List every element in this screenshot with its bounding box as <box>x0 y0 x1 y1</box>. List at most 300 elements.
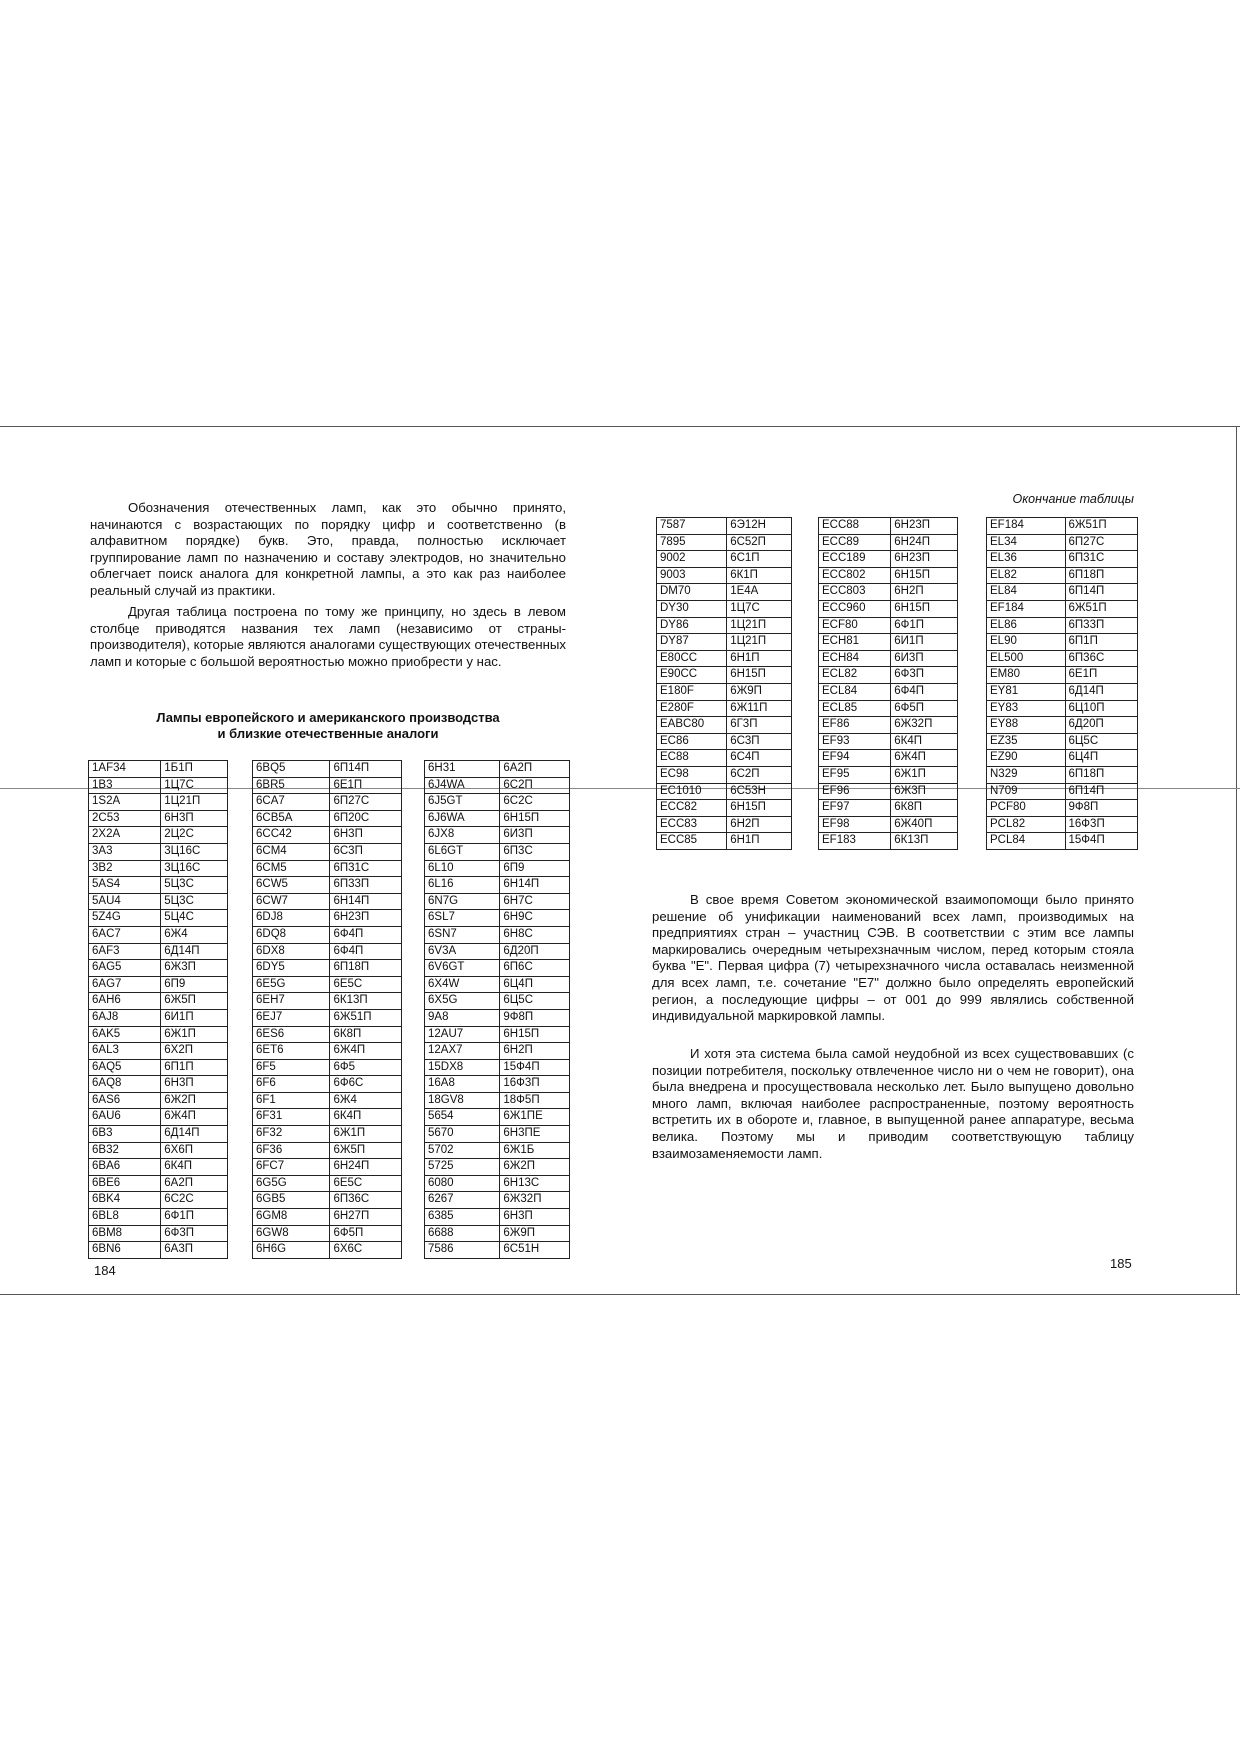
domestic-analog-cell: 6К4П <box>161 1159 228 1176</box>
domestic-analog-cell: 6Н27П <box>330 1209 402 1226</box>
table-row <box>425 843 570 860</box>
domestic-analog-cell: 6Н9С <box>500 910 570 927</box>
domestic-analog-cell: 6Н15П <box>727 800 792 817</box>
foreign-lamp-cell: 18GV8 <box>425 1092 500 1109</box>
foreign-lamp-cell: 6N7G <box>425 893 500 910</box>
table-row <box>657 584 792 601</box>
domestic-analog-cell: 6Н3П <box>161 1076 228 1093</box>
domestic-analog-cell: 6Ж9П <box>500 1225 570 1242</box>
table-row <box>425 926 570 943</box>
table-row <box>89 810 228 827</box>
domestic-analog-cell: 6С2С <box>161 1192 228 1209</box>
domestic-analog-cell: 9Ф8П <box>500 1009 570 1026</box>
foreign-lamp-cell: EL34 <box>987 534 1066 551</box>
domestic-analog-cell: 3Ц16С <box>161 843 228 860</box>
domestic-analog-cell: 6С4П <box>727 750 792 767</box>
table-row <box>253 1126 402 1143</box>
domestic-analog-cell: 6А2П <box>161 1175 228 1192</box>
foreign-lamp-cell: 6E5G <box>253 976 330 993</box>
table-row <box>657 766 792 783</box>
foreign-lamp-cell: DY87 <box>657 634 727 651</box>
domestic-analog-cell: 6Ж4П <box>891 750 958 767</box>
table-row <box>89 1043 228 1060</box>
foreign-lamp-cell: 6F6 <box>253 1076 330 1093</box>
domestic-analog-cell: 18Ф5П <box>500 1092 570 1109</box>
domestic-analog-cell: 6Ф6С <box>330 1076 402 1093</box>
foreign-lamp-cell: EF184 <box>987 600 1066 617</box>
foreign-lamp-cell: 6EJ7 <box>253 1009 330 1026</box>
domestic-analog-cell: 6Ж4 <box>330 1092 402 1109</box>
table-row <box>253 1175 402 1192</box>
domestic-analog-cell: 6С2П <box>500 777 570 794</box>
foreign-lamp-cell: 6AL3 <box>89 1043 161 1060</box>
domestic-analog-cell: 6Н24П <box>891 534 958 551</box>
table-row <box>819 600 958 617</box>
table-row <box>987 800 1138 817</box>
domestic-analog-cell: 6Н14П <box>500 877 570 894</box>
table-row <box>819 667 958 684</box>
table-row <box>819 683 958 700</box>
table-row <box>819 551 958 568</box>
table-row <box>657 750 792 767</box>
foreign-lamp-cell: 6J4WA <box>425 777 500 794</box>
domestic-analog-cell: 6Н15П <box>500 810 570 827</box>
domestic-analog-cell: 6П14П <box>1065 584 1137 601</box>
domestic-analog-cell: 6Н1П <box>727 650 792 667</box>
table-row <box>89 1009 228 1026</box>
foreign-lamp-cell: 6V6GT <box>425 960 500 977</box>
domestic-analog-cell: 6Н2П <box>891 584 958 601</box>
domestic-analog-cell: 6Ж1Б <box>500 1142 570 1159</box>
domestic-analog-cell: 6П6С <box>500 960 570 977</box>
domestic-analog-cell: 6К8П <box>330 1026 402 1043</box>
foreign-lamp-cell: 15DX8 <box>425 1059 500 1076</box>
domestic-analog-cell: 6С2П <box>727 766 792 783</box>
domestic-analog-cell: 2Ц2С <box>161 827 228 844</box>
table-row <box>987 750 1138 767</box>
domestic-analog-cell: 6Ж51П <box>330 1009 402 1026</box>
foreign-lamp-cell: EL500 <box>987 650 1066 667</box>
domestic-analog-cell: 6П31С <box>330 860 402 877</box>
table-row <box>987 783 1138 800</box>
domestic-analog-cell: 1Ц21П <box>727 634 792 651</box>
foreign-lamp-cell: 6SL7 <box>425 910 500 927</box>
foreign-lamp-cell: ECC960 <box>819 600 891 617</box>
table-row <box>819 833 958 850</box>
domestic-analog-cell: 6Н15П <box>500 1026 570 1043</box>
foreign-lamp-cell: 6CW5 <box>253 877 330 894</box>
table-row <box>89 1175 228 1192</box>
table-row <box>819 733 958 750</box>
domestic-analog-cell: 5Ц4С <box>161 910 228 927</box>
table-row <box>253 926 402 943</box>
foreign-lamp-cell: 6X4W <box>425 976 500 993</box>
domestic-analog-cell: 6К4П <box>330 1109 402 1126</box>
domestic-analog-cell: 6П36С <box>1065 650 1137 667</box>
foreign-lamp-cell: 6V3A <box>425 943 500 960</box>
domestic-analog-cell: 6Н8С <box>500 926 570 943</box>
table-row <box>657 700 792 717</box>
table-row <box>425 761 570 778</box>
left-lamp-table-2 <box>252 760 402 1259</box>
domestic-analog-cell: 6И1П <box>891 634 958 651</box>
foreign-lamp-cell: 6CA7 <box>253 794 330 811</box>
foreign-lamp-cell: 6DX8 <box>253 943 330 960</box>
domestic-analog-cell: 6Н14П <box>330 893 402 910</box>
table-row <box>253 993 402 1010</box>
domestic-analog-cell: 6Н7С <box>500 893 570 910</box>
table-row <box>253 960 402 977</box>
table-title <box>90 710 566 742</box>
foreign-lamp-cell: 16A8 <box>425 1076 500 1093</box>
foreign-lamp-cell: 6CC42 <box>253 827 330 844</box>
domestic-analog-cell: 6А2П <box>500 761 570 778</box>
domestic-analog-cell: 1Ц21П <box>727 617 792 634</box>
domestic-analog-cell: 6Н15П <box>891 600 958 617</box>
foreign-lamp-cell: 6AS6 <box>89 1092 161 1109</box>
domestic-analog-cell: 6Н3П <box>500 1209 570 1226</box>
foreign-lamp-cell: 7586 <box>425 1242 500 1259</box>
domestic-analog-cell: 6П27С <box>1065 534 1137 551</box>
domestic-analog-cell: 6Ф5П <box>330 1225 402 1242</box>
table-row <box>89 960 228 977</box>
table-row <box>819 750 958 767</box>
table-row <box>987 518 1138 535</box>
foreign-lamp-cell: 6L16 <box>425 877 500 894</box>
table-row <box>425 1026 570 1043</box>
domestic-analog-cell: 6И3П <box>500 827 570 844</box>
table-row <box>253 777 402 794</box>
table-row <box>89 993 228 1010</box>
table-row <box>819 518 958 535</box>
foreign-lamp-cell: EF96 <box>819 783 891 800</box>
domestic-analog-cell: 6Ф5 <box>330 1059 402 1076</box>
foreign-lamp-cell: EF86 <box>819 717 891 734</box>
foreign-lamp-cell: 6688 <box>425 1225 500 1242</box>
table-row <box>253 1109 402 1126</box>
domestic-analog-cell: 6К1П <box>727 567 792 584</box>
domestic-analog-cell: 6Ф4П <box>891 683 958 700</box>
foreign-lamp-cell: 3A3 <box>89 843 161 860</box>
foreign-lamp-cell: DM70 <box>657 584 727 601</box>
table-row <box>253 943 402 960</box>
foreign-lamp-cell: ECL82 <box>819 667 891 684</box>
domestic-analog-cell: 6Н3П <box>161 810 228 827</box>
foreign-lamp-cell: ECH81 <box>819 634 891 651</box>
foreign-lamp-cell: ECF80 <box>819 617 891 634</box>
foreign-lamp-cell: ECC83 <box>657 816 727 833</box>
foreign-lamp-cell: 6CW7 <box>253 893 330 910</box>
table-row <box>89 1076 228 1093</box>
domestic-analog-cell: 6П31С <box>1065 551 1137 568</box>
domestic-analog-cell: 6Ф3П <box>891 667 958 684</box>
table-row <box>425 1225 570 1242</box>
table-row <box>657 800 792 817</box>
foreign-lamp-cell: 1B3 <box>89 777 161 794</box>
domestic-analog-cell: 6Ж1П <box>330 1126 402 1143</box>
table-row <box>425 1159 570 1176</box>
table-row <box>253 794 402 811</box>
foreign-lamp-cell: E180F <box>657 683 727 700</box>
table-row <box>425 794 570 811</box>
foreign-lamp-cell: 6DJ8 <box>253 910 330 927</box>
foreign-lamp-cell: ECC88 <box>819 518 891 535</box>
foreign-lamp-cell: EABC80 <box>657 717 727 734</box>
foreign-lamp-cell: 6BE6 <box>89 1175 161 1192</box>
table-row <box>819 650 958 667</box>
table-row <box>657 833 792 850</box>
table-row <box>657 650 792 667</box>
foreign-lamp-cell: 6AQ5 <box>89 1059 161 1076</box>
domestic-analog-cell: 6Н1П <box>727 833 792 850</box>
foreign-lamp-cell: 6DY5 <box>253 960 330 977</box>
table-row <box>819 700 958 717</box>
foreign-lamp-cell: 6F32 <box>253 1126 330 1143</box>
foreign-lamp-cell: E80CC <box>657 650 727 667</box>
table-row <box>657 617 792 634</box>
table-row <box>819 634 958 651</box>
domestic-analog-cell: 6Н23П <box>330 910 402 927</box>
table-row <box>89 943 228 960</box>
domestic-analog-cell: 6С3П <box>330 843 402 860</box>
table-row <box>89 926 228 943</box>
foreign-lamp-cell: 12AX7 <box>425 1043 500 1060</box>
table-row <box>657 667 792 684</box>
foreign-lamp-cell: 5670 <box>425 1126 500 1143</box>
domestic-analog-cell: 6П14П <box>330 761 402 778</box>
table-row <box>253 860 402 877</box>
domestic-analog-cell: 1Е4А <box>727 584 792 601</box>
domestic-analog-cell: 6Ж1П <box>161 1026 228 1043</box>
table-row <box>425 860 570 877</box>
foreign-lamp-cell: 6BK4 <box>89 1192 161 1209</box>
domestic-analog-cell: 6Е1П <box>1065 667 1137 684</box>
domestic-analog-cell: 6Ж9П <box>727 683 792 700</box>
domestic-analog-cell: 6Ц4П <box>1065 750 1137 767</box>
foreign-lamp-cell: EF95 <box>819 766 891 783</box>
domestic-analog-cell: 6Е5С <box>330 976 402 993</box>
foreign-lamp-cell: 6080 <box>425 1175 500 1192</box>
foreign-lamp-cell: 6CM5 <box>253 860 330 877</box>
foreign-lamp-cell: ECC189 <box>819 551 891 568</box>
table-row <box>987 600 1138 617</box>
foreign-lamp-cell: EM80 <box>987 667 1066 684</box>
foreign-lamp-cell: 6L6GT <box>425 843 500 860</box>
foreign-lamp-cell: 6AG7 <box>89 976 161 993</box>
table-row <box>425 1142 570 1159</box>
table-row <box>425 1076 570 1093</box>
intro-paragraph: Обозначения отечественных ламп, как это обычно принято, начинаются с возрастающих по порядку цифр и соответственно (в алфавитном порядке) букв. Это, правда, полностью исключает группирование ламп по назначению и составу электродов, но значительно облегчает поиск аналога для конкретной лампы, а это как раз наиболее реальный случай из практики. <box>90 500 566 598</box>
table-row <box>253 976 402 993</box>
right-lamp-table-2 <box>818 517 958 850</box>
domestic-analog-cell: 6Ж4 <box>161 926 228 943</box>
foreign-lamp-cell: 6GB5 <box>253 1192 330 1209</box>
table-row <box>89 1059 228 1076</box>
table-row <box>819 584 958 601</box>
domestic-analog-cell: 6Ж51П <box>1065 600 1137 617</box>
domestic-analog-cell: 6П1П <box>161 1059 228 1076</box>
table-row <box>89 893 228 910</box>
table-title-line-2: и близкие отечественные аналоги <box>217 726 439 741</box>
domestic-analog-cell: 6П18П <box>1065 766 1137 783</box>
table-row <box>253 1009 402 1026</box>
table-row <box>657 518 792 535</box>
table-row <box>253 843 402 860</box>
table-row <box>89 794 228 811</box>
foreign-lamp-cell: 6BR5 <box>253 777 330 794</box>
domestic-analog-cell: 5Ц3С <box>161 893 228 910</box>
foreign-lamp-cell: 6DQ8 <box>253 926 330 943</box>
domestic-analog-cell: 6Ж51П <box>1065 518 1137 535</box>
right-lamp-table-3 <box>986 517 1138 850</box>
domestic-analog-cell: 6П33П <box>1065 617 1137 634</box>
table-row <box>425 1109 570 1126</box>
foreign-lamp-cell: 6CB5A <box>253 810 330 827</box>
foreign-lamp-cell: 6L10 <box>425 860 500 877</box>
table-row <box>425 1175 570 1192</box>
table-row <box>89 860 228 877</box>
table-row <box>819 766 958 783</box>
table-row <box>425 960 570 977</box>
table-row <box>89 910 228 927</box>
table-row <box>987 534 1138 551</box>
foreign-lamp-cell: ECL84 <box>819 683 891 700</box>
domestic-analog-cell: 6Ж1П <box>891 766 958 783</box>
foreign-lamp-cell: 6BL8 <box>89 1209 161 1226</box>
table-row <box>253 1059 402 1076</box>
foreign-lamp-cell: 6BM8 <box>89 1225 161 1242</box>
table-row <box>987 833 1138 850</box>
table-row <box>987 683 1138 700</box>
second-paragraph: Другая таблица построена по тому же принципу, но здесь в левом столбце приводятся названия тех ламп (независимо от страны-производителя), которые являются аналогами существующих отечественных ламп и которые с большой вероятностью можно приобрести у нас. <box>90 604 566 669</box>
foreign-lamp-cell: EL90 <box>987 634 1066 651</box>
page-right-border <box>1236 426 1237 1294</box>
table-row <box>819 783 958 800</box>
foreign-lamp-cell: PCF80 <box>987 800 1066 817</box>
table-row <box>425 827 570 844</box>
domestic-analog-cell: 6Ц4П <box>500 976 570 993</box>
table-row <box>425 777 570 794</box>
domestic-analog-cell: 6Ф1П <box>891 617 958 634</box>
domestic-analog-cell: 6П9 <box>161 976 228 993</box>
foreign-lamp-cell: EY81 <box>987 683 1066 700</box>
foreign-lamp-cell: ECC802 <box>819 567 891 584</box>
foreign-lamp-cell: 6AQ8 <box>89 1076 161 1093</box>
foreign-lamp-cell: EF184 <box>987 518 1066 535</box>
foreign-lamp-cell: EF94 <box>819 750 891 767</box>
domestic-analog-cell: 6К4П <box>891 733 958 750</box>
foreign-lamp-cell: ECC85 <box>657 833 727 850</box>
domestic-analog-cell: 5Ц3С <box>161 877 228 894</box>
table-row <box>253 1092 402 1109</box>
table-row <box>425 976 570 993</box>
table-row <box>253 1026 402 1043</box>
foreign-lamp-cell: EZ90 <box>987 750 1066 767</box>
domestic-analog-cell: 6П27С <box>330 794 402 811</box>
foreign-lamp-cell: 6J5GT <box>425 794 500 811</box>
table-title-line-1: Лампы европейского и американского производства <box>156 710 500 725</box>
table-row <box>987 700 1138 717</box>
table-row <box>657 783 792 800</box>
foreign-lamp-cell: 6B32 <box>89 1142 161 1159</box>
domestic-analog-cell: 6Д20П <box>1065 717 1137 734</box>
domestic-analog-cell: 6Ж5П <box>161 993 228 1010</box>
domestic-analog-cell: 6К13П <box>891 833 958 850</box>
table-row <box>253 761 402 778</box>
domestic-analog-cell: 6И3П <box>891 650 958 667</box>
table-row <box>253 877 402 894</box>
table-row <box>89 1126 228 1143</box>
domestic-analog-cell: 6Н15П <box>891 567 958 584</box>
domestic-analog-cell: 6Х2П <box>161 1043 228 1060</box>
domestic-analog-cell: 6П36С <box>330 1192 402 1209</box>
table-row <box>425 1192 570 1209</box>
table-row <box>987 650 1138 667</box>
table-row <box>89 777 228 794</box>
domestic-analog-cell: 6С3П <box>727 733 792 750</box>
domestic-analog-cell: 6Н24П <box>330 1159 402 1176</box>
domestic-analog-cell: 6Ф4П <box>330 926 402 943</box>
table-row <box>253 893 402 910</box>
table-row <box>987 567 1138 584</box>
domestic-analog-cell: 6Н15П <box>727 667 792 684</box>
domestic-analog-cell: 6Ж40П <box>891 816 958 833</box>
page-number-right: 185 <box>1110 1256 1132 1271</box>
table-row <box>253 827 402 844</box>
table-row <box>89 843 228 860</box>
table-row <box>253 1043 402 1060</box>
domestic-analog-cell: 1Ц7С <box>727 600 792 617</box>
right-lamp-table-1 <box>656 517 792 850</box>
table-row <box>425 910 570 927</box>
domestic-analog-cell: 6Х6С <box>330 1242 402 1259</box>
foreign-lamp-cell: 5654 <box>425 1109 500 1126</box>
domestic-analog-cell: 6Д20П <box>500 943 570 960</box>
domestic-analog-cell: 6Ж2П <box>500 1159 570 1176</box>
foreign-lamp-cell: 6EH7 <box>253 993 330 1010</box>
domestic-analog-cell: 6Ф3П <box>161 1225 228 1242</box>
domestic-analog-cell: 6Ж4П <box>161 1109 228 1126</box>
foreign-lamp-cell: 6F5 <box>253 1059 330 1076</box>
domestic-analog-cell: 6К8П <box>891 800 958 817</box>
foreign-lamp-cell: 2X2A <box>89 827 161 844</box>
table-row <box>89 1192 228 1209</box>
foreign-lamp-cell: E280F <box>657 700 727 717</box>
foreign-lamp-cell: N329 <box>987 766 1066 783</box>
domestic-analog-cell: 6Э12Н <box>727 518 792 535</box>
foreign-lamp-cell: 6AC7 <box>89 926 161 943</box>
table-row <box>657 634 792 651</box>
foreign-lamp-cell: 7587 <box>657 518 727 535</box>
foreign-lamp-cell: EL82 <box>987 567 1066 584</box>
table-row <box>89 761 228 778</box>
table-row <box>89 1242 228 1259</box>
domestic-analog-cell: 6Ц5С <box>500 993 570 1010</box>
domestic-analog-cell: 6Ж32П <box>500 1192 570 1209</box>
foreign-lamp-cell: EF98 <box>819 816 891 833</box>
foreign-lamp-cell: 6385 <box>425 1209 500 1226</box>
table-row <box>425 1059 570 1076</box>
domestic-analog-cell: 6Д14П <box>1065 683 1137 700</box>
domestic-analog-cell: 6П9 <box>500 860 570 877</box>
table-row <box>987 634 1138 651</box>
foreign-lamp-cell: DY30 <box>657 600 727 617</box>
domestic-analog-cell: 6А3П <box>161 1242 228 1259</box>
table-row <box>657 717 792 734</box>
table-row <box>89 1159 228 1176</box>
foreign-lamp-cell: ECC803 <box>819 584 891 601</box>
table-row <box>89 1209 228 1226</box>
